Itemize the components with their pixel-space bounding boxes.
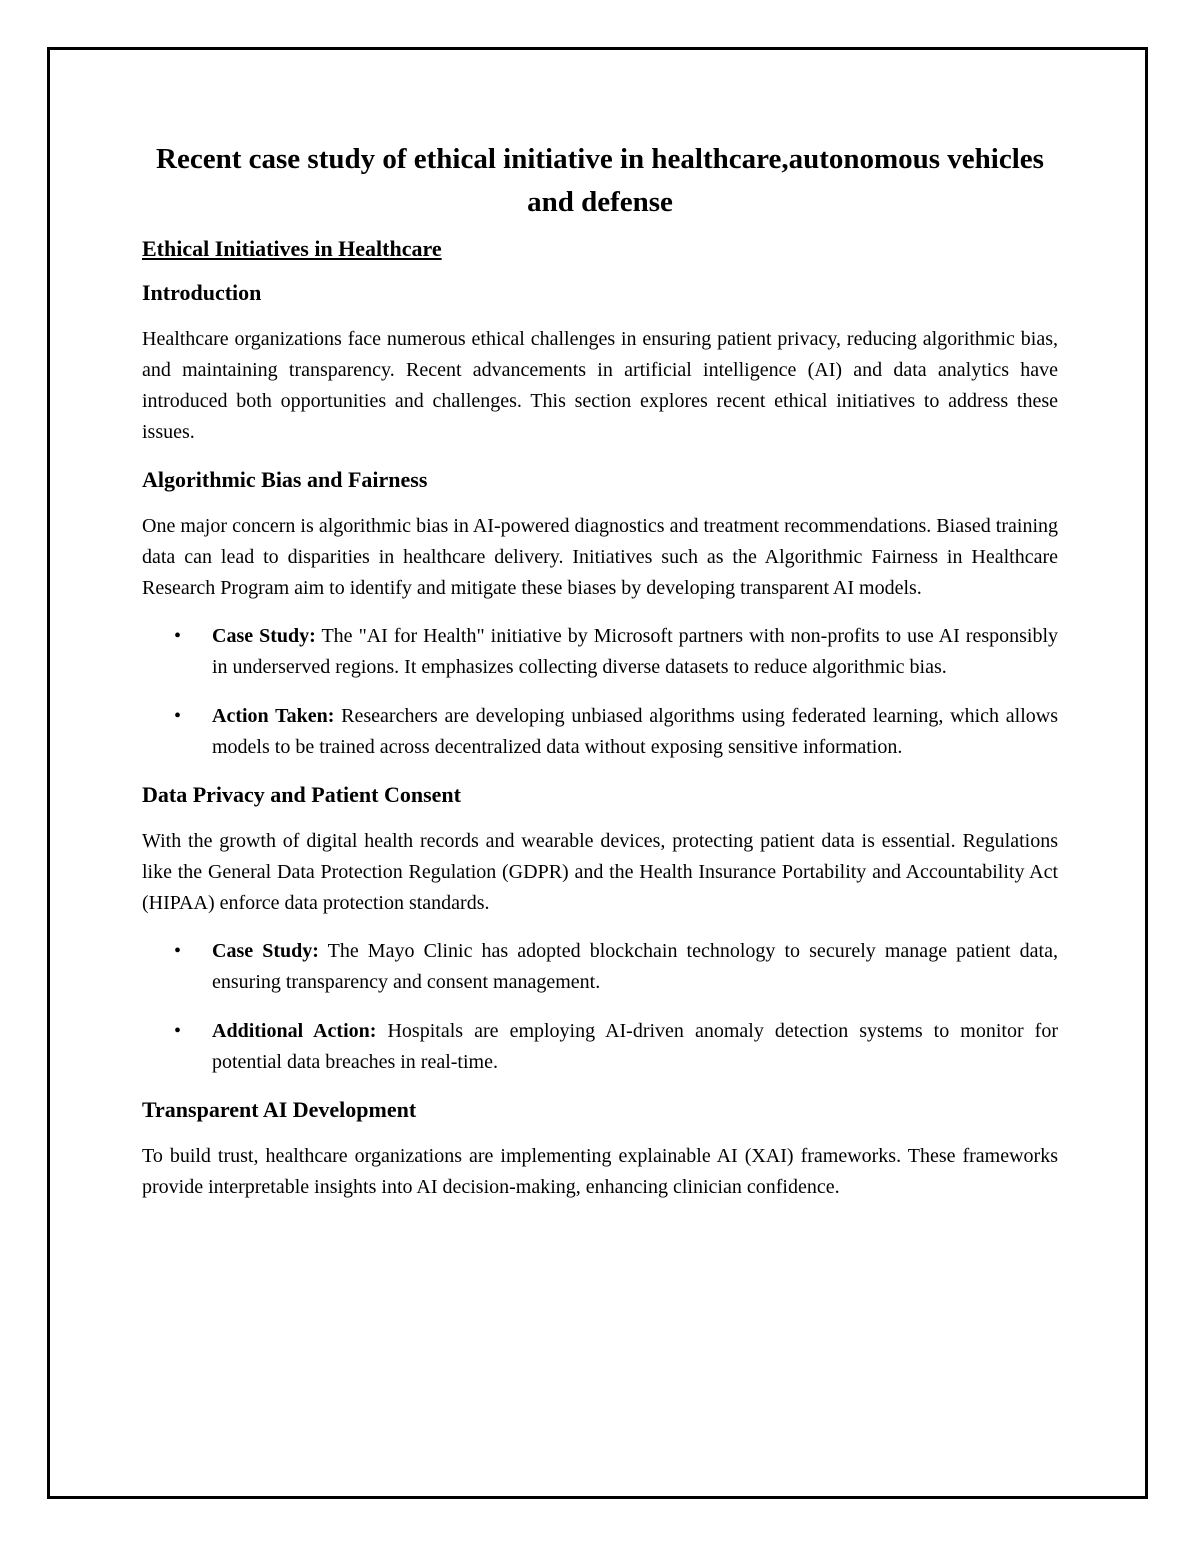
document-title: Recent case study of ethical initiative in healthcare,autonomous vehicles and defense — [156, 143, 1044, 218]
bullet-text: The Mayo Clinic has adopted blockchain technology to securely manage patient data, ensuring transparency and consent management. — [212, 940, 1058, 993]
document-body — [142, 138, 1058, 1220]
section-title: Ethical Initiatives in Healthcare — [142, 236, 442, 261]
heading-algorithmic-bias: Algorithmic Bias and Fairness — [142, 467, 428, 492]
bullet-item — [142, 621, 1058, 683]
bullet-lead: Case Study: — [212, 625, 316, 647]
bullet-icon: • — [174, 940, 182, 962]
bullet-lead: Case Study: — [212, 940, 319, 962]
bullet-lead: Additional Action: — [212, 1020, 377, 1042]
paragraph-data-privacy: With the growth of digital health records and wearable devices, protecting patient data is essential. Regulations like the General Data Protection Regulation (GDPR) and the Health Insurance Portability and Accountability Act (HIPAA) enforce data protection standards. — [142, 830, 1058, 914]
bias-bullet-list — [142, 621, 1058, 763]
bullet-text: The "AI for Health" initiative by Microsoft partners with non-profits to use AI responsibly in underserved regions. It emphasizes collecting diverse datasets to reduce algorithmic bias. — [212, 625, 1059, 678]
bullet-icon: • — [174, 705, 182, 727]
paragraph-transparent-ai: To build trust, healthcare organizations are implementing explainable AI (XAI) frameworks. These frameworks provide interpretable insights into AI decision-making, enhancing clinician confidence. — [142, 1145, 1058, 1198]
bullet-text: Hospitals are employing AI-driven anomaly detection systems to monitor for potential data breaches in real-time. — [212, 1020, 1058, 1073]
bullet-item — [142, 936, 1058, 998]
heading-data-privacy: Data Privacy and Patient Consent — [142, 782, 461, 807]
paragraph-algorithmic-bias: One major concern is algorithmic bias in AI-powered diagnostics and treatment recommendations. Biased training data can lead to disparities in healthcare delivery. Initiatives such as the Algorithmic Fairness in Healthcare Research Program aim to identify and mitigate these biases by developing transparent AI models. — [142, 515, 1058, 599]
bullet-item — [142, 701, 1058, 763]
paragraph-introduction: Healthcare organizations face numerous ethical challenges in ensuring patient privacy, reducing algorithmic bias, and maintaining transparency. Recent advancements in artificial intelligence (AI) and data analytics have introduced both opportunities and challenges. This section explores recent ethical initiatives to address these issues. — [142, 328, 1058, 443]
privacy-bullet-list — [142, 936, 1058, 1078]
bullet-icon: • — [174, 1020, 182, 1042]
heading-introduction: Introduction — [142, 280, 262, 305]
heading-transparent-ai: Transparent AI Development — [142, 1097, 417, 1122]
bullet-icon: • — [174, 625, 182, 647]
bullet-item — [142, 1016, 1058, 1078]
bullet-text: Researchers are developing unbiased algorithms using federated learning, which allows models to be trained across decentralized data without exposing sensitive information. — [212, 705, 1058, 758]
bullet-lead: Action Taken: — [212, 705, 335, 727]
